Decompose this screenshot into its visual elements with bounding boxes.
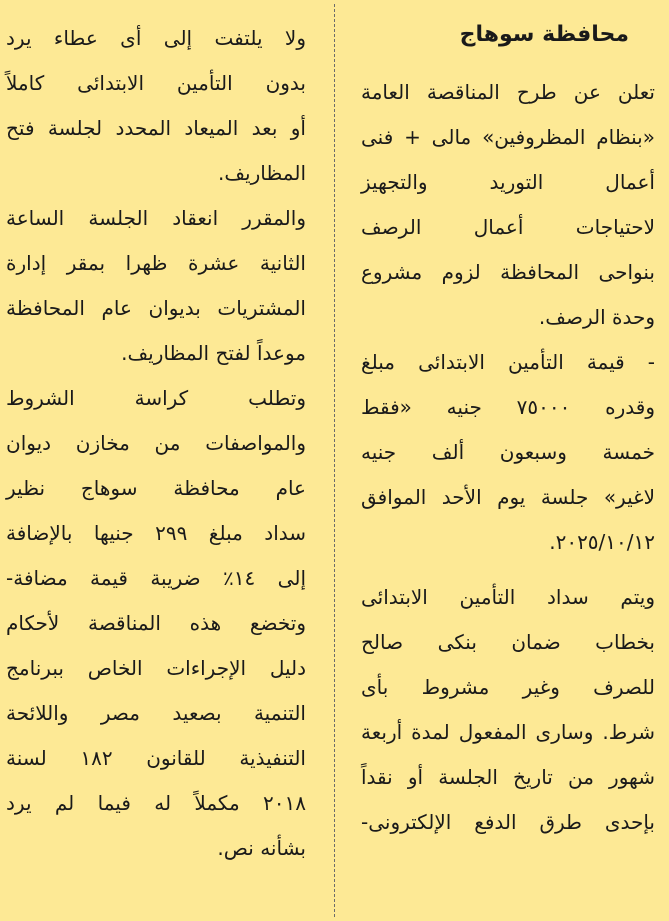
left-line-6: الثانية عشرة ظهرا بمقر إدارة [6, 251, 306, 275]
right-line-12: ويتم سداد التأمين الابتدائى [361, 585, 655, 609]
left-line-12: سداد مبلغ ٢٩٩ جنيها بالإضافة [6, 521, 307, 545]
left-line-19: بشأنه نص. [217, 836, 306, 860]
right-line-9: خمسة وسبعون ألف جنيه [361, 440, 655, 464]
right-line-2: «بنظام المظروفين» مالى + فنى [361, 125, 655, 149]
right-line-8: وقدره ٧٥٠٠٠ جنيه «فقط [361, 395, 655, 419]
left-line-13: إلى ١٤٪ ضريبة قيمة مضافة- [6, 566, 306, 590]
right-line-4: لاحتياجات أعمال الرصف [361, 215, 655, 239]
right-line-3: أعمال التوريد والتجهيز [361, 170, 655, 194]
left-line-7: المشتريات بديوان عام المحافظة [6, 296, 306, 320]
left-line-16: التنمية بصعيد مصر واللائحة [6, 701, 306, 725]
left-line-9: وتطلب كراسة الشروط [6, 386, 306, 410]
left-line-5: والمقرر انعقاد الجلسة الساعة [6, 206, 306, 230]
right-line-10: لاغير» جلسة يوم الأحد الموافق [361, 485, 655, 509]
left-line-4: المظاريف. [218, 161, 306, 185]
notice-title: محافظة سوهاج [459, 22, 629, 47]
left-line-17: التنفيذية للقانون ١٨٢ لسنة [6, 746, 306, 770]
right-line-7: - قيمة التأمين الابتدائى مبلغ [361, 350, 655, 374]
left-line-11: عام محافظة سوهاج نظير [6, 476, 306, 500]
left-line-18: ٢٠١٨ مكملاً له فيما لم يرد [6, 791, 306, 815]
right-line-14: للصرف وغير مشروط بأى [361, 675, 655, 699]
left-line-8: موعداً لفتح المظاريف. [121, 341, 306, 365]
right-line-5: بنواحى المحافظة لزوم مشروع [361, 260, 655, 284]
left-line-1: ولا يلتفت إلى أى عطاء يرد [6, 26, 306, 50]
right-line-15: شرط. وسارى المفعول لمدة أربعة [361, 720, 655, 744]
right-column [349, 0, 669, 921]
left-line-10: والمواصفات من مخازن ديوان [6, 431, 306, 455]
right-line-16: شهور من تاريخ الجلسة أو نقداً [361, 765, 655, 789]
left-column [0, 0, 330, 921]
column-divider [334, 4, 335, 917]
right-line-13: بخطاب ضمان بنكى صالح [361, 630, 655, 654]
left-line-14: وتخضع هذه المناقصة لأحكام [6, 611, 306, 635]
right-line-17: بإحدى طرق الدفع الإلكترونى- [361, 810, 655, 834]
right-line-11: ٢٠٢٥/١٠/١٢. [549, 530, 655, 554]
left-line-3: أو بعد الميعاد المحدد لجلسة فتح [6, 116, 306, 140]
right-line-1: تعلن عن طرح المناقصة العامة [361, 80, 655, 104]
right-line-6: وحدة الرصف. [538, 305, 655, 329]
left-line-2: بدون التأمين الابتدائى كاملاً [6, 71, 306, 95]
left-line-15: دليل الإجراءات الخاص ببرنامج [6, 656, 306, 680]
